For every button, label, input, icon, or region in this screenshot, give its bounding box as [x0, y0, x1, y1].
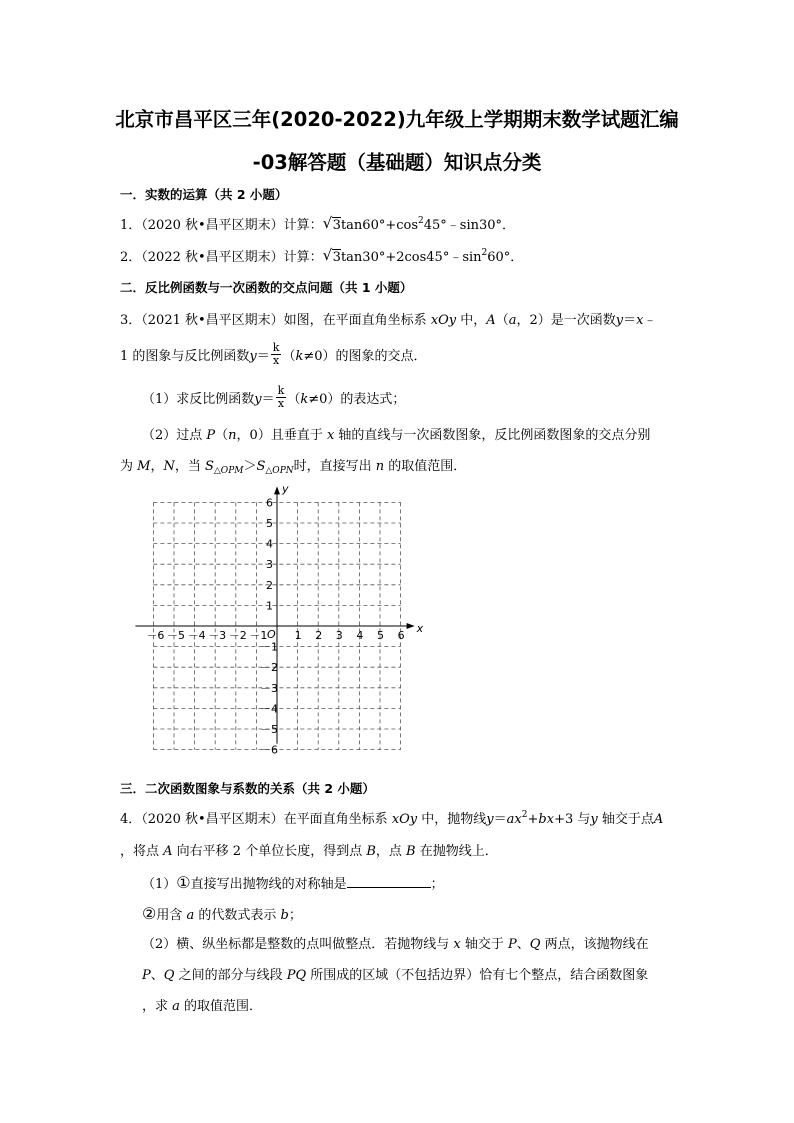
y-tick-label: －2 — [260, 661, 278, 675]
section-heading-2: 二．反比例函数与一次函数的交点问题（共 1 小题） — [120, 280, 413, 295]
document-title-line1: 北京市昌平区三年(2020-2022)九年级上学期期末数学试题汇编 — [115, 108, 679, 131]
question-4-part-2: （2）横、纵坐标都是整数的点叫做整点．若抛物线与 x 轴交于 P、Q 两点，该抛物线在 — [142, 937, 649, 952]
fraction-k-over-x: $\frac{k}{x}$ — [277, 384, 285, 410]
x-tick-label: 2 — [315, 629, 323, 642]
x-tick-label: 1 — [294, 629, 302, 642]
y-tick-label: 5 — [266, 517, 273, 530]
question-1 — [120, 214, 516, 235]
question-3-line-2: 1 的图象与反比例函数y＝ $\frac{k}{x}$ （k≠0）的图象的交点． — [120, 341, 427, 367]
x-tick-label: －3 — [208, 629, 227, 642]
question-number: 4． — [120, 812, 142, 827]
x-tick-label: －5 — [167, 629, 185, 642]
y-tick-label: 6 — [266, 496, 273, 510]
question-4-part-1-2: ②用含 a 的代数式表示 b； — [142, 904, 302, 923]
y-tick-label: －5 — [260, 723, 278, 736]
question-source: （2022 秋•昌平区期末）计算： — [141, 250, 323, 265]
question-4-part-2-cont: P、Q 之间的部分与线段 PQ 所围成的区域（不包括边界）恰有七个整点，结合函数图象 — [142, 968, 649, 983]
fraction-k-over-x: $\frac{k}{x}$ — [272, 341, 280, 367]
question-2 — [120, 246, 524, 267]
question-4-line-2: ，将点 A 向右平移 2 个单位长度，得到点 B，点 B 在抛物线上． — [120, 844, 498, 859]
answer-blank[interactable] — [347, 875, 431, 888]
y-axis-label: y — [282, 482, 289, 496]
y-tick-label: －1 — [260, 640, 278, 654]
y-tick-label: －4 — [260, 702, 278, 716]
y-tick-label: －6 — [260, 743, 278, 757]
x-tick-label: －1 — [249, 629, 268, 642]
x-axis-arrow-icon — [407, 623, 415, 629]
question-3-part-2: （2）过点 P（n，0）且垂直于 x 轴的直线与一次函数图象，反比例函数图象的交点分别 — [142, 428, 651, 443]
exponent: 2 — [481, 248, 488, 258]
x-tick-label: －4 — [187, 629, 206, 642]
y-tick-label: 2 — [266, 578, 273, 592]
section-heading-3: 三．二次函数图象与系数的关系（共 2 小题） — [120, 781, 375, 796]
question-3-part-1: （1）求反比例函数y＝ $\frac{k}{x}$ （k≠0）的表达式； — [142, 384, 406, 410]
origin-label: O — [267, 628, 276, 641]
question-3-part-2-cont: 为 M，N，当 $S_{\triangle OPM}>S_{\triangle OPN}$时，直接写出 n 的取值范围． — [120, 459, 467, 476]
y-axis-arrow-icon — [274, 486, 280, 494]
y-tick-label: 4 — [266, 537, 273, 551]
question-4-part-1-1: （1）①直接写出抛物线的对称轴是 ； — [142, 873, 444, 892]
expression-part: 45°﹣sin30°． — [423, 218, 516, 233]
x-axis-label: x — [416, 622, 424, 635]
exponent: 2 — [418, 216, 424, 226]
question-number: 2． — [120, 250, 142, 265]
x-tick-label: －2 — [228, 629, 247, 642]
x-tick-label: 4 — [356, 629, 364, 642]
x-tick-label: 6 — [397, 629, 405, 642]
x-tick-label: 3 — [335, 629, 343, 642]
x-tick-label: 5 — [377, 629, 384, 642]
x-tick-label: －6 — [146, 629, 165, 642]
coordinate-grid — [130, 480, 430, 770]
y-tick-label: －3 — [260, 681, 278, 695]
question-4-line-1: 4．（2020 秋•昌平区期末）在平面直角坐标系 xOy 中，抛物线$y=ax^2+bx+3$ 与y 轴交于点A — [120, 810, 664, 827]
document-title-line2: -03解答题（基础题）知识点分类 — [252, 151, 542, 174]
expression-part: tan30°+2cos45°﹣sin — [340, 250, 482, 265]
question-number: 3． — [120, 313, 142, 328]
section-heading-1: 一．实数的运算（共 2 小题） — [120, 187, 288, 202]
sqrt-symbol: √ 3 — [322, 246, 341, 265]
question-number: 1． — [120, 218, 142, 233]
expression-part: tan60°+cos — [340, 218, 419, 233]
sqrt-symbol: √ 3 — [322, 214, 341, 233]
expression-part: 60°． — [487, 250, 524, 265]
question-source: （2020 秋•昌平区期末）计算： — [141, 218, 323, 233]
question-3-line-1: 3．（2021 秋•昌平区期末）如图，在平面直角坐标系 xOy 中，A（a，2）是一次函数y＝x﹣ — [120, 313, 657, 328]
y-tick-label: 3 — [266, 558, 273, 572]
question-4-part-2-end: ，求 a 的取值范围． — [142, 999, 263, 1014]
y-tick-label: 1 — [266, 599, 273, 613]
